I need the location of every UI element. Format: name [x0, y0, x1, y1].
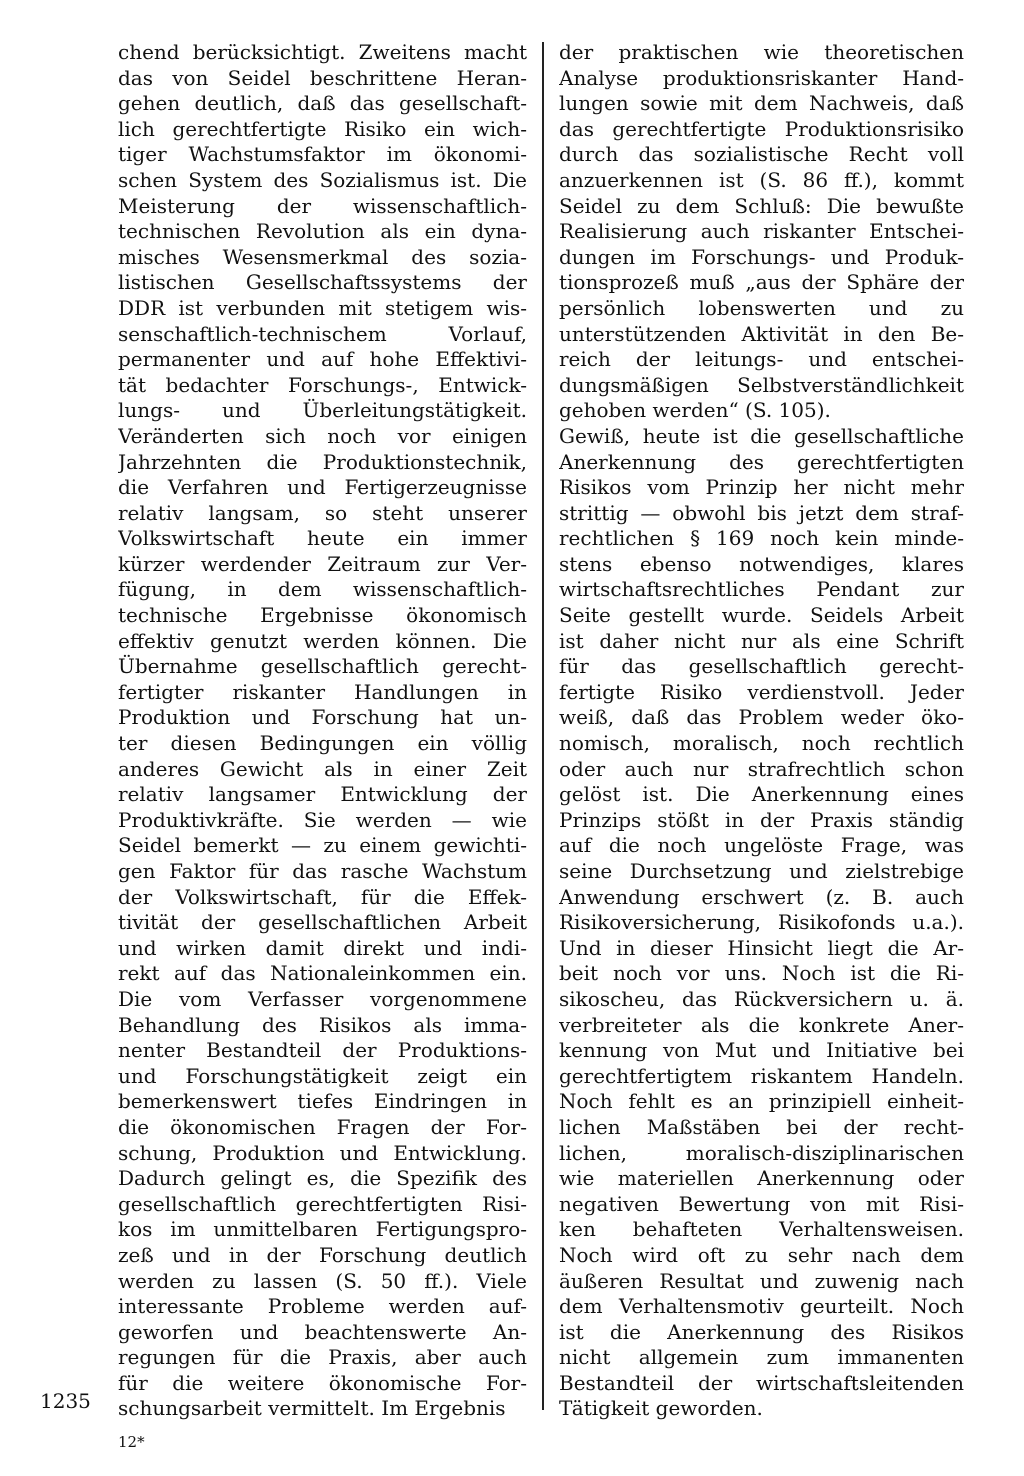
text-line: sikoscheu, das Rückversichern u. ä. [559, 986, 964, 1011]
text-line: interessante Probleme werden auf- [118, 1294, 527, 1319]
text-line: Dadurch gelingt es, die Spezifik des [118, 1166, 527, 1191]
text-line: effektiv genutzt werden können. Die [118, 628, 527, 653]
text-line: das gerechtfertigte Produktionsrisiko [559, 116, 964, 141]
text-line: Meisterung der wissenschaftlich- [118, 193, 527, 218]
text-line: beit noch vor uns. Noch ist die Ri- [559, 961, 964, 986]
text-line: lichen, moralisch-disziplinarischen [559, 1140, 964, 1165]
text-line: rekt auf das Nationaleinkommen ein. [118, 961, 527, 986]
text-line: ist daher nicht nur als eine Schrift [559, 628, 964, 653]
text-line: Behandlung des Risikos als imma- [118, 1012, 527, 1037]
text-line: ter diesen Bedingungen ein völlig [118, 731, 527, 756]
text-line: tivität der gesellschaftlichen Arbeit [118, 910, 527, 935]
text-line: Veränderten sich noch vor einigen [118, 423, 527, 448]
text-line: äußeren Resultat und zuwenig nach [559, 1268, 964, 1293]
text-line: senschaftlich-technischem Vorlauf, [118, 321, 527, 346]
text-line: fügung, in dem wissenschaftlich- [118, 577, 527, 602]
text-line: fertigte Risiko verdienstvoll. Jeder [559, 679, 964, 704]
text-line: nomisch, moralisch, noch rechtlich [559, 731, 964, 756]
text-line: für das gesellschaftlich gerecht- [559, 654, 964, 679]
text-line: Tätigkeit geworden. [559, 1396, 763, 1421]
text-line: seine Durchsetzung und zielstrebige [559, 859, 964, 883]
text-line: misches Wesensmerkmal des sozia- [118, 244, 527, 269]
text-line: dungen im Forschungs- und Produk- [559, 244, 964, 269]
text-line: Die vom Verfasser vorgenommene [118, 986, 527, 1011]
text-line: durch das sozialistische Recht voll [559, 142, 964, 167]
text-line: Jahrzehnten die Produktionstechnik, [118, 449, 527, 474]
text-line: ken behafteten Verhaltensweisen. [559, 1217, 964, 1242]
text-line: gesellschaftlich gerechtfertigten Risi- [118, 1191, 527, 1216]
text-line: und Forschungstätigkeit zeigt ein [118, 1063, 527, 1088]
text-line: der praktischen wie theoretischen [559, 40, 964, 64]
text-line: dem Verhaltensmotiv geurteilt. Noch [559, 1294, 964, 1319]
text-line: geworfen und beachtenswerte An- [118, 1319, 527, 1344]
text-line: Risikos vom Prinzip her nicht mehr [559, 475, 964, 500]
text-line: technische Ergebnisse ökonomisch [118, 603, 527, 628]
text-line: lungen sowie mit dem Nachweis, daß [559, 91, 964, 116]
text-line: kürzer werdender Zeitraum zur Ver- [118, 551, 527, 576]
text-line: unterstützenden Aktivität in den Be- [559, 321, 964, 346]
text-line: rechtlichen § 169 noch kein minde- [559, 526, 964, 551]
text-line: Und in dieser Hinsicht liegt die Ar- [559, 935, 964, 960]
text-line: Noch fehlt es an prinzipiell einheit- [559, 1089, 964, 1114]
text-line: tät bedachter Forschungs-, Entwick- [118, 372, 527, 397]
text-line: Volkswirtschaft heute ein immer [118, 526, 527, 551]
text-line: regungen für die Praxis, aber auch [118, 1345, 527, 1370]
text-line: nicht allgemein zum immanenten [559, 1345, 964, 1370]
text-line: Risikoversicherung, Risikofonds u.a.). [559, 910, 964, 935]
left-column [118, 40, 527, 1422]
text-line: permanenter und auf hohe Effektivi- [118, 347, 527, 372]
text-line: gehoben werden“ (S. 105). [559, 398, 831, 423]
text-line: lich gerechtfertigte Risiko ein wich- [118, 116, 527, 141]
text-line: wirtschaftsrechtliches Pendant zur [559, 577, 964, 602]
page-number: 1235 [40, 1389, 91, 1413]
text-line: nenter Bestandteil der Produktions- [118, 1038, 527, 1063]
text-line: gelöst ist. Die Anerkennung eines [559, 782, 964, 807]
text-line: kennung von Mut und Initiative bei [559, 1038, 964, 1063]
text-line: kos im unmittelbaren Fertigungspro- [118, 1217, 527, 1242]
text-line: Prinzips stößt in der Praxis ständig [559, 807, 964, 832]
text-line: lichen Maßstäben bei der recht- [559, 1114, 964, 1139]
text-line: Seidel bemerkt — zu einem gewichti- [118, 833, 527, 858]
text-line: ist die Anerkennung des Risikos [559, 1319, 964, 1344]
text-line: tiger Wachstumsfaktor im ökonomi- [118, 142, 527, 167]
text-line: stens ebenso notwendiges, klares [559, 551, 964, 576]
text-line: anzuerkennen ist (S. 86 ff.), kommt [559, 167, 964, 192]
text-line: Seidel zu dem Schluß: Die bewußte [559, 193, 964, 218]
column-divider [542, 42, 544, 1410]
text-line: Anerkennung des gerechtfertigten [559, 449, 964, 474]
text-line: oder auch nur strafrechtlich schon [559, 756, 964, 781]
text-line: relativ langsamer Entwicklung der [118, 782, 527, 807]
text-line: DDR ist verbunden mit stetigem wis- [118, 295, 527, 320]
text-line: bemerkenswert tiefes Eindringen in [118, 1089, 527, 1114]
text-line: Analyse produktionsriskanter Hand- [559, 65, 964, 90]
text-line: das von Seidel beschrittene Heran- [118, 65, 527, 90]
text-line: schung, Produktion und Entwicklung. [118, 1140, 527, 1165]
text-line: chend berücksichtigt. Zweitens macht [118, 40, 527, 64]
text-line: Übernahme gesellschaftlich gerecht- [118, 654, 527, 679]
text-line: lungs- und Überleitungstätigkeit. [118, 398, 527, 423]
text-line: anderes Gewicht als in einer Zeit [118, 756, 527, 781]
text-line: Seite gestellt wurde. Seidels Arbeit [559, 603, 964, 628]
text-line: gen Faktor für das rasche Wachstum [118, 859, 527, 883]
text-line: persönlich lobenswerten und zu [559, 295, 964, 320]
signature-mark: 12* [118, 1433, 145, 1451]
text-line: werden zu lassen (S. 50 ff.). Viele [118, 1268, 527, 1293]
text-line: Anwendung erschwert (z. B. auch [559, 884, 964, 909]
text-line: Realisierung auch riskanter Entschei- [559, 219, 964, 244]
text-line: strittig — obwohl bis jetzt dem straf- [559, 500, 964, 525]
text-line: schungsarbeit vermittelt. Im Ergebnis [118, 1396, 506, 1421]
text-line: relativ langsam, so steht unserer [118, 500, 527, 525]
text-line: technischen Revolution als ein dyna- [118, 219, 527, 244]
text-line: zeß und in der Forschung deutlich [118, 1242, 527, 1267]
text-line: reich der leitungs- und entschei- [559, 347, 964, 372]
text-line: die Verfahren und Fertigerzeugnisse [118, 475, 527, 500]
text-line: und wirken damit direkt und indi- [118, 935, 527, 960]
text-line: gehen deutlich, daß das gesellschaft- [118, 91, 527, 116]
text-line: wie materiellen Anerkennung oder [559, 1166, 964, 1191]
text-line: auf die noch ungelöste Frage, was [559, 833, 964, 858]
text-line: listischen Gesellschaftssystems der [118, 270, 527, 295]
text-line: schen System des Sozialismus ist. Die [118, 167, 527, 192]
right-column [559, 40, 964, 1422]
text-line: Produktivkräfte. Sie werden — wie [118, 807, 527, 832]
text-line: Noch wird oft zu sehr nach dem [559, 1242, 964, 1267]
text-line: Bestandteil der wirtschaftsleitenden [559, 1370, 964, 1395]
text-line: tionsprozeß muß „aus der Sphäre der [559, 270, 964, 295]
text-line: verbreiteter als die konkrete Aner- [559, 1012, 964, 1037]
text-line: gerechtfertigtem riskantem Handeln. [559, 1063, 964, 1088]
text-line: negativen Bewertung von mit Risi- [559, 1191, 964, 1216]
text-line: für die weitere ökonomische For- [118, 1370, 527, 1395]
text-line: dungsmäßigen Selbstverständlichkeit [559, 372, 964, 397]
text-line: weiß, daß das Problem weder öko- [559, 705, 964, 730]
text-line: fertigter riskanter Handlungen in [118, 679, 527, 704]
text-line: die ökonomischen Fragen der For- [118, 1114, 527, 1139]
text-line: der Volkswirtschaft, für die Effek- [118, 884, 527, 909]
text-line: Produktion und Forschung hat un- [118, 705, 527, 730]
text-line: Gewiß, heute ist die gesellschaftliche [559, 423, 964, 448]
